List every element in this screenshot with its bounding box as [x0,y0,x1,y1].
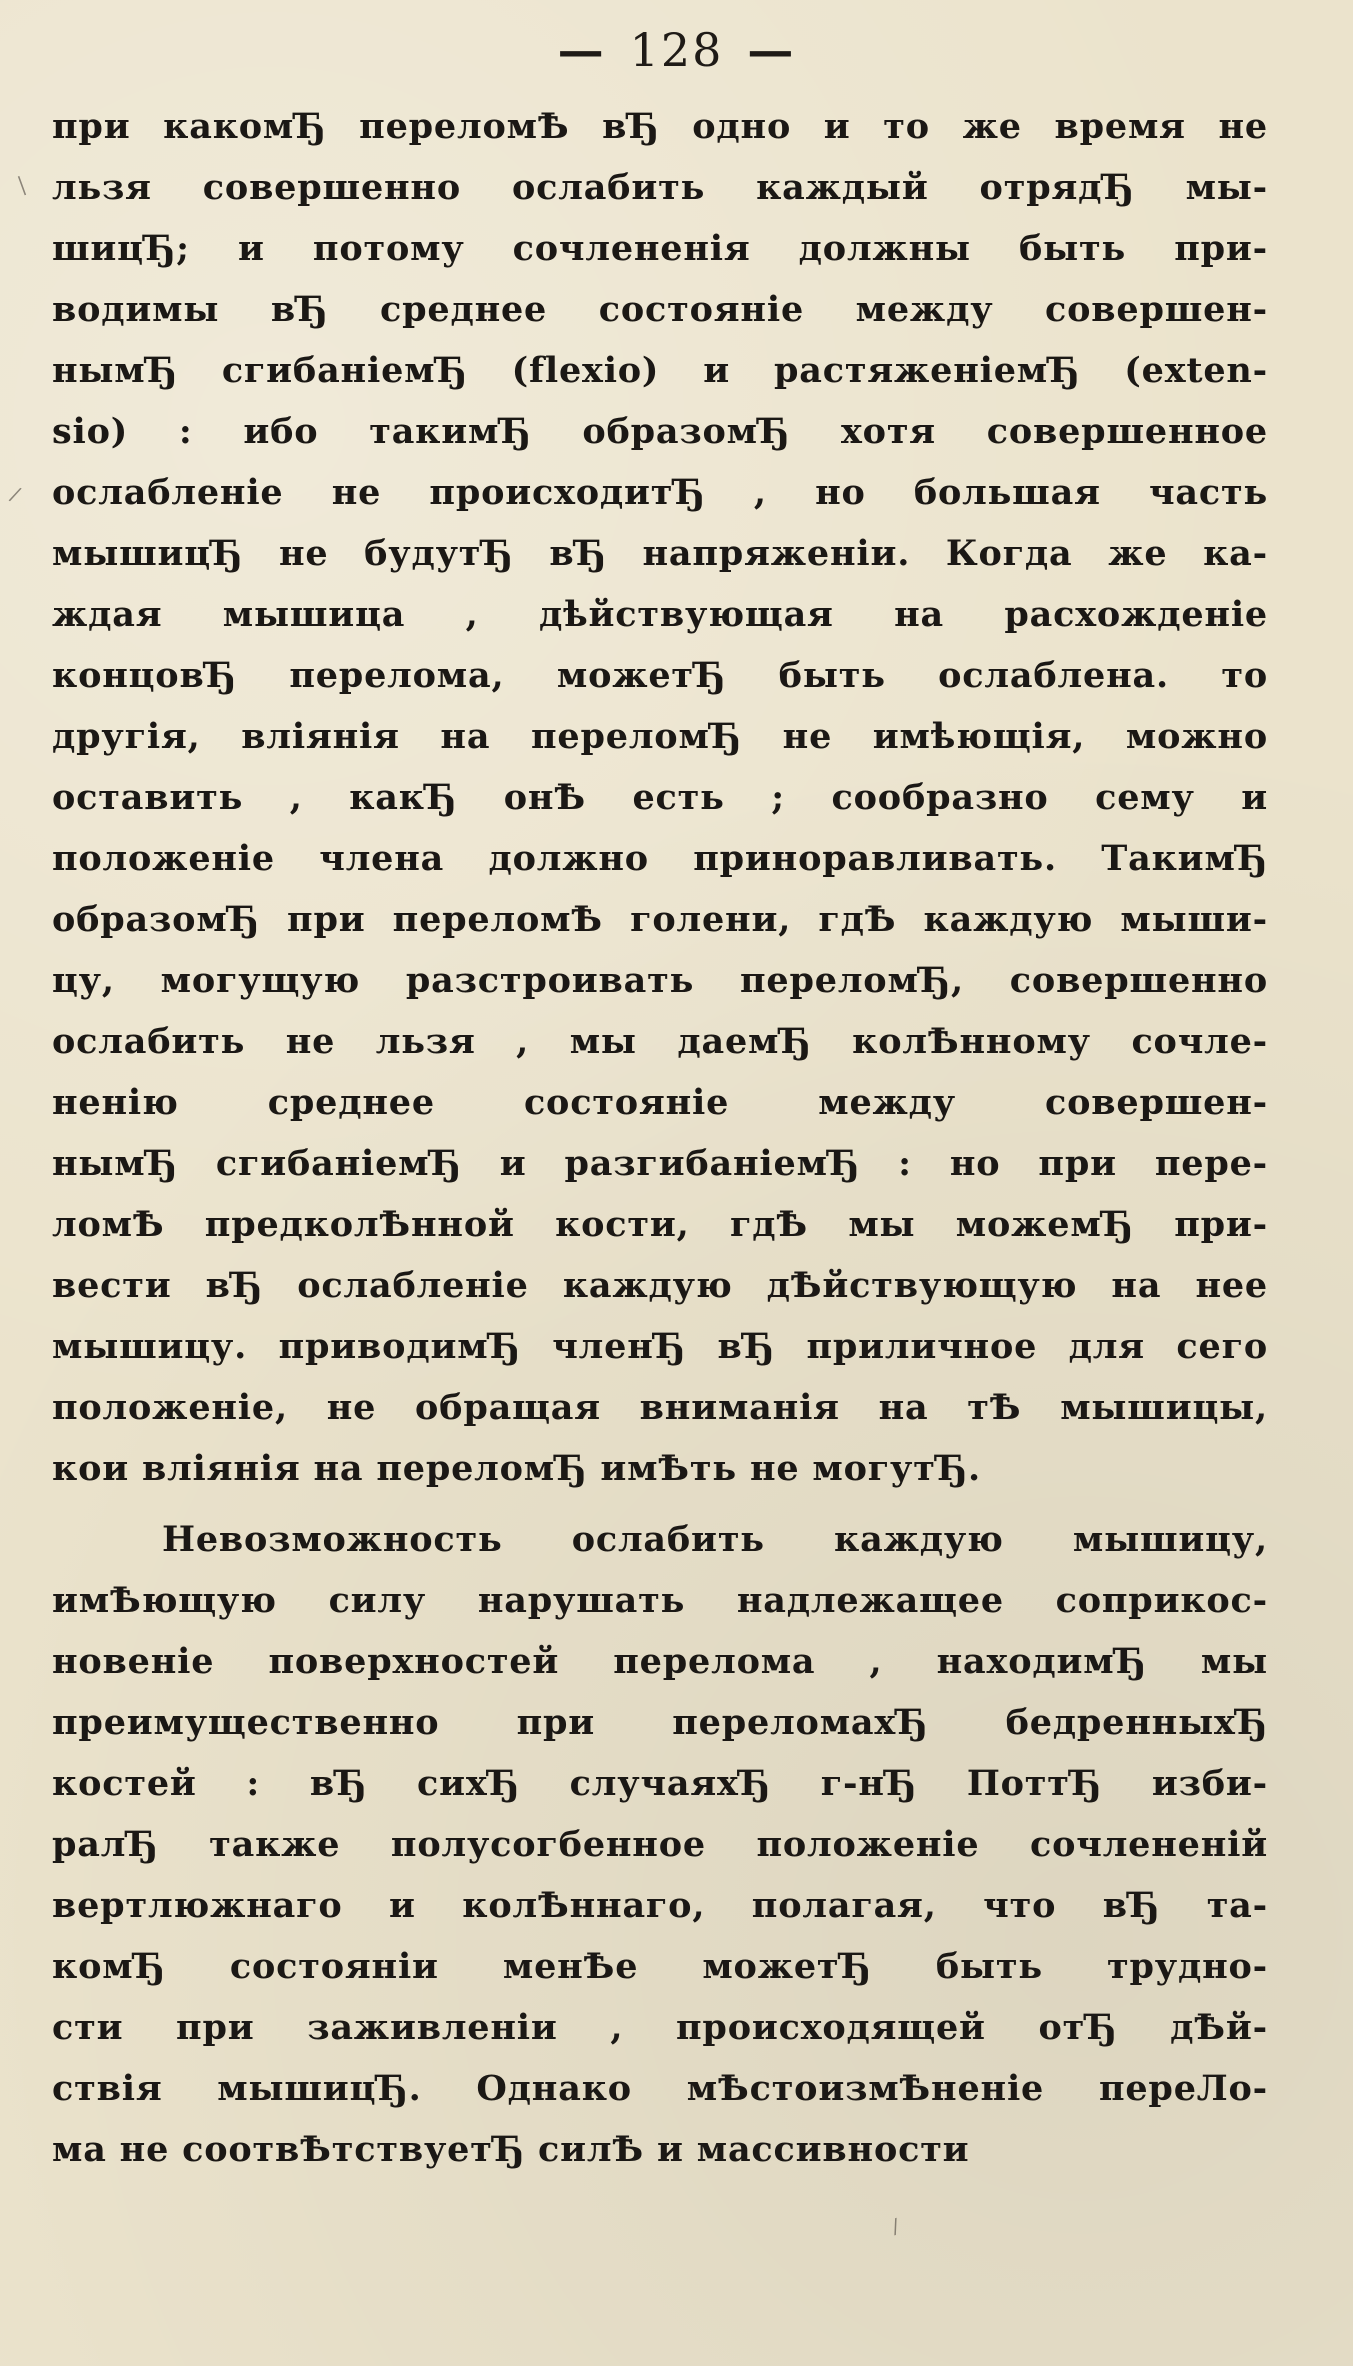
margin-mark: / [889,2213,902,2239]
text-line: костей : вЂ сихЂ случаяхЂ г-нЂ ПоттЂ изби- [52,1763,1268,1804]
paragraph-break [52,1499,1268,1509]
text-line: sio) : ибо такимЂ образомЂ хотя совершенное [52,411,1268,452]
text-line: ослабить не льзя , мы даемЂ колѢнному сочле- [52,1021,1268,1062]
text-line: другія, вліянія на переломЂ не имѣющія, можно [52,716,1268,757]
text-line: новеніе поверхностей перелома , находимЂ мы [52,1641,1268,1682]
text-line: оставить , какЂ онѢ есть ; сообразно сему и [52,777,1268,818]
text-line: кои вліянія на переломЂ имѢть не могутЂ. [52,1448,982,1489]
page-text [52,96,1268,2180]
text-line: имѢющую силу нарушать надлежащее соприкос- [52,1580,1268,1621]
page-number-value: 128 [629,23,724,77]
text-line: положеніе, не обращая вниманія на тѢ мышицы, [52,1387,1268,1428]
text-line: ралЂ также полусогбенное положеніе сочлененій [52,1824,1268,1865]
text-line: преимущественно при переломахЂ бедренныхЂ [52,1702,1268,1743]
text-line: при какомЂ переломѢ вЂ одно и то же время не [52,106,1268,147]
text-line: ма не соотвѢтствуетЂ силѢ и массивности [52,2129,970,2170]
text-line: концовЂ перелома, можетЂ быть ослаблена. то [52,655,1268,696]
text-line: ломѢ предколѢнной кости, гдѢ мы можемЂ при- [52,1204,1268,1245]
text-line: шицЂ; и потому сочлененія должны быть при- [52,228,1268,269]
text-line: мышицу. приводимЂ членЂ вЂ приличное для сего [52,1326,1268,1367]
text-line: ствія мышицЂ. Однако мѢстоизмѢненіе переЛо- [52,2068,1268,2109]
text-line: цу, могущую разстроивать переломЂ, совершенно [52,960,1268,1001]
text-line: образомЂ при переломѢ голени, гдѢ каждую мыши- [52,899,1268,940]
page-number [0,18,1353,82]
page-number-left-dash: — [557,23,606,77]
text-line: вести вЂ ослабленіе каждую дѢйствующую на нее [52,1265,1268,1306]
text-line: нымЂ сгибаніемЂ и разгибаніемЂ : но при пере- [52,1143,1268,1184]
margin-mark: | [14,171,29,197]
margin-mark: / [7,481,24,507]
text-line: сти при заживленіи , происходящей отЂ дѢй- [52,2007,1268,2048]
text-line: ждая мышица , дѣйствующая на расхожденіе [52,594,1268,635]
text-line: Невозможность ослабить каждую мышицу, [162,1519,1268,1560]
text-line: положеніе члена должно приноравливать. ТакимЂ [52,838,1268,879]
text-line: ненію среднее состояніе между совершен- [52,1082,1268,1123]
text-line: мышицЂ не будутЂ вЂ напряженіи. Когда же ка- [52,533,1268,574]
text-line: льзя совершенно ослабить каждый отрядЂ мы- [52,167,1268,208]
text-line: комЂ состояніи менѢе можетЂ быть трудно- [52,1946,1268,1987]
text-line: водимы вЂ среднее состояніе между совершен- [52,289,1268,330]
text-line: ослабленіе не происходитЂ , но большая часть [52,472,1268,513]
text-line: вертлюжнаго и колѢннаго, полагая, что вЂ та- [52,1885,1268,1926]
text-line: нымЂ сгибаніемЂ (flexio) и растяженіемЂ (exten- [52,350,1268,391]
page-number-right-dash: — [747,23,796,77]
